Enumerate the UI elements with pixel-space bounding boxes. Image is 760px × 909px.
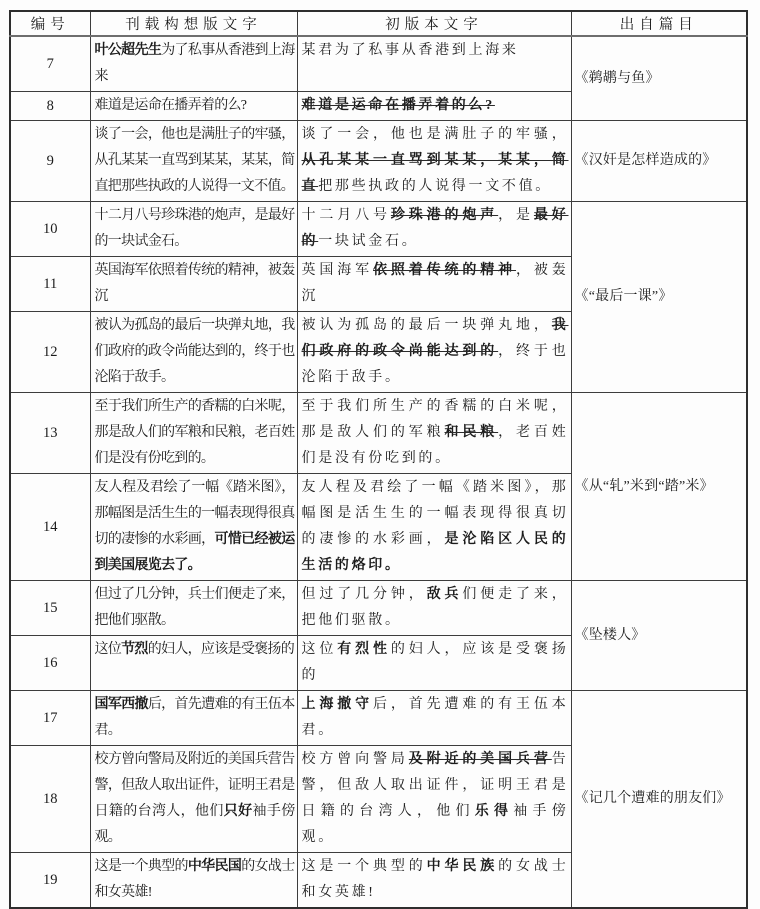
row-number bbox=[10, 474, 90, 581]
text-segment: 这位 bbox=[94, 642, 122, 657]
text-segment: 的女战士和女英雄! bbox=[301, 859, 569, 900]
text-segment: ，被轰沉 bbox=[301, 263, 569, 304]
first-edition-text-cell bbox=[297, 92, 571, 121]
text-segment: 校方曾向警局及附近的美国兵营告警，但敌人取出证件，证明王君是日籍的台湾人，他们 bbox=[94, 752, 295, 819]
text-segment: 乐得 bbox=[474, 804, 514, 819]
text-segment: 十二月八号珍珠港的炮声，是最好的一块试金石。 bbox=[94, 208, 295, 249]
text-segment: 7 bbox=[46, 55, 54, 72]
draft-version-text-cell bbox=[90, 202, 297, 257]
text-segment: 们便走了来，把他们驱散。 bbox=[301, 587, 569, 628]
text-segment: ，老百姓们是没有份吃到的。 bbox=[301, 425, 569, 466]
text-segment: 一块试金石。 bbox=[318, 234, 419, 249]
text-segment: 及附近的美国兵营 bbox=[408, 752, 552, 767]
text-segment: 最好的 bbox=[301, 208, 569, 249]
source-piece-cell bbox=[571, 121, 747, 202]
table-row bbox=[10, 36, 747, 92]
text-segment: ，终于也沦陷于敌手。 bbox=[301, 344, 569, 385]
text-segment: 英国海军依照着传统的精神，被轰沉 bbox=[94, 263, 295, 304]
text-segment: 后，首先遭难的有王伍本君。 bbox=[94, 697, 295, 738]
text-segment: 8 bbox=[46, 97, 54, 114]
text-segment: 14 bbox=[43, 518, 58, 535]
row-number bbox=[10, 257, 90, 312]
draft-version-text-cell bbox=[90, 36, 297, 92]
text-segment: 《汉奸是怎样造成的》 bbox=[574, 153, 717, 168]
first-edition-text-cell bbox=[297, 257, 571, 312]
row-number bbox=[10, 312, 90, 393]
text-segment: 《记几个遭难的朋友们》 bbox=[574, 791, 731, 806]
row-number bbox=[10, 746, 90, 853]
text-segment: 被认为孤岛的最后一块弹丸地， bbox=[301, 318, 552, 333]
header-row bbox=[10, 11, 747, 36]
text-segment: 叶公超先生 bbox=[94, 43, 162, 58]
draft-version-text-cell bbox=[90, 312, 297, 393]
row-number bbox=[10, 636, 90, 691]
first-edition-text-cell bbox=[297, 393, 571, 474]
text-segment: 这位 bbox=[301, 642, 338, 657]
first-edition-text-cell bbox=[297, 746, 571, 853]
text-segment: 10 bbox=[43, 220, 58, 237]
text-segment: 《坠楼人》 bbox=[574, 627, 646, 643]
text-segment: 《从“轧”米到“踏”米》 bbox=[574, 478, 714, 494]
row-number bbox=[10, 581, 90, 636]
draft-version-text-cell bbox=[90, 853, 297, 909]
text-segment: 中华民族 bbox=[426, 859, 499, 874]
text-segment: 谈了一会，他也是满肚子的牢骚，从孔某某一直骂到某某，某某，简直把那些执政的人说得一文不值。 bbox=[94, 127, 295, 194]
table-row bbox=[10, 393, 747, 474]
text-segment: 难道是运命在播弄着的么? bbox=[301, 98, 495, 113]
text-segment: 17 bbox=[43, 709, 58, 726]
text-segment: 是沦陷区人民的生活的烙印。 bbox=[301, 532, 569, 573]
text-segment: 友人程及君绘了一幅《踏米图》，那幅图是活生生的一幅表现得很真切的凄惨的水彩画， bbox=[94, 480, 295, 547]
text-segment: 告警，但敌人取出证件，证明王君是日籍的台湾人，他们 bbox=[301, 752, 569, 819]
text-segment: 校方曾向警局 bbox=[301, 752, 409, 767]
text-segment: 珍珠港的炮声 bbox=[390, 208, 499, 223]
text-segment: 谈了一会，他也是满肚子的牢骚， bbox=[301, 127, 569, 142]
row-number bbox=[10, 202, 90, 257]
text-segment: 从孔某某一直骂到某某，某某，简直 bbox=[301, 153, 569, 194]
text-segment: 16 bbox=[43, 654, 58, 671]
draft-version-text-cell bbox=[90, 92, 297, 121]
text-segment: 被认为孤岛的最后一块弹丸地，我们政府的政令尚能达到的，终于也沦陷于敌手。 bbox=[94, 318, 295, 385]
text-segment: 《“最后一课”》 bbox=[574, 289, 673, 304]
first-edition-text-cell bbox=[297, 202, 571, 257]
draft-version-text-cell bbox=[90, 691, 297, 746]
text-segment: 至于我们所生产的香糯的白米呢，那是敌人们的军粮 bbox=[301, 399, 569, 440]
table-row bbox=[10, 691, 747, 746]
text-segment: 我们政府的政令尚能达到的 bbox=[301, 318, 569, 359]
row-number bbox=[10, 92, 90, 121]
first-edition-text-cell bbox=[297, 691, 571, 746]
first-edition-text-cell bbox=[297, 36, 571, 92]
draft-version-text-cell bbox=[90, 581, 297, 636]
col-header-draft-version: 刊载构想版文字 bbox=[90, 11, 297, 36]
row-number bbox=[10, 36, 90, 92]
col-header-source-piece: 出自篇目 bbox=[571, 11, 747, 36]
source-piece-cell bbox=[571, 202, 747, 393]
text-segment: 11 bbox=[43, 275, 58, 292]
text-segment: 至于我们所生产的香糯的白米呢，那是敌人们的军粮和民粮，老百姓们是没有份吃到的。 bbox=[94, 399, 295, 466]
text-segment: 的女战士和女英雄! bbox=[94, 859, 295, 900]
table-row bbox=[10, 581, 747, 636]
text-segment: 这是一个典型的 bbox=[301, 859, 427, 874]
col-header-first-edition: 初版本文字 bbox=[297, 11, 571, 36]
text-segment: 和民粮 bbox=[444, 425, 499, 440]
text-segment: 18 bbox=[43, 790, 58, 807]
text-segment: 的妇人，应该是受褒扬的 bbox=[301, 642, 569, 683]
text-segment: 难道是运命在播弄着的么? bbox=[94, 98, 247, 113]
text-segment: 十二月八号 bbox=[301, 208, 391, 223]
text-segment: 12 bbox=[43, 343, 58, 360]
row-number bbox=[10, 393, 90, 474]
row-number bbox=[10, 853, 90, 909]
text-segment: 袖手傍观。 bbox=[301, 804, 569, 845]
text-segment: 9 bbox=[46, 152, 54, 169]
text-segment: 这是一个典型的 bbox=[94, 859, 188, 874]
first-edition-text-cell bbox=[297, 853, 571, 909]
source-piece-cell bbox=[571, 581, 747, 691]
first-edition-text-cell bbox=[297, 474, 571, 581]
text-comparison-table bbox=[9, 10, 748, 909]
text-segment: 有烈性 bbox=[337, 642, 391, 657]
text-segment: 13 bbox=[43, 424, 58, 441]
first-edition-text-cell bbox=[297, 121, 571, 202]
text-segment: 中华民国 bbox=[187, 859, 242, 874]
source-piece-cell bbox=[571, 691, 747, 909]
row-number bbox=[10, 691, 90, 746]
text-segment: 依照着传统的精神 bbox=[373, 263, 517, 278]
first-edition-text-cell bbox=[297, 312, 571, 393]
text-segment: 19 bbox=[43, 871, 58, 888]
draft-version-text-cell bbox=[90, 257, 297, 312]
text-segment: 袖手傍观。 bbox=[94, 804, 295, 845]
text-segment: 后，首先遭难的有王伍本君。 bbox=[301, 697, 569, 738]
table-row bbox=[10, 202, 747, 257]
draft-version-text-cell bbox=[90, 746, 297, 853]
text-segment: 上海撤守 bbox=[301, 697, 374, 712]
table-body bbox=[10, 36, 747, 908]
text-segment: 某君为了私事从香港到上海来 bbox=[301, 43, 519, 58]
draft-version-text-cell bbox=[90, 636, 297, 691]
text-segment: 但过了几分钟， bbox=[301, 587, 427, 602]
text-segment: 《鹈鹕与鱼》 bbox=[574, 70, 660, 86]
text-segment: 把那些执政的人说得一文不值。 bbox=[318, 179, 553, 194]
source-piece-cell bbox=[571, 36, 747, 121]
draft-version-text-cell bbox=[90, 121, 297, 202]
row-number bbox=[10, 121, 90, 202]
draft-version-text-cell bbox=[90, 393, 297, 474]
first-edition-text-cell bbox=[297, 636, 571, 691]
table-row bbox=[10, 121, 747, 202]
text-segment: 15 bbox=[43, 599, 58, 616]
text-segment: 为了私事从香港到上海来 bbox=[94, 43, 295, 84]
text-segment: 的妇人，应该是受褒扬的 bbox=[147, 642, 295, 657]
text-segment: 英国海军 bbox=[301, 263, 374, 278]
text-segment: 节烈 bbox=[121, 642, 148, 657]
text-segment: 只好 bbox=[223, 804, 253, 819]
text-segment: 可惜已经被运到美国展览去了。 bbox=[94, 532, 295, 573]
text-segment: 友人程及君绘了一幅《踏米图》，那幅图是活生生的一幅表现得很真切的凄惨的水彩画， bbox=[301, 480, 569, 547]
text-segment: 敌兵 bbox=[426, 587, 463, 602]
text-segment: 但过了几分钟，兵士们便走了来，把他们驱散。 bbox=[94, 587, 295, 628]
draft-version-text-cell bbox=[90, 474, 297, 581]
first-edition-text-cell bbox=[297, 581, 571, 636]
text-segment: ，是 bbox=[498, 208, 534, 223]
text-segment: 国军西撤 bbox=[94, 697, 148, 712]
source-piece-cell bbox=[571, 393, 747, 581]
col-header-number: 编号 bbox=[10, 11, 90, 36]
